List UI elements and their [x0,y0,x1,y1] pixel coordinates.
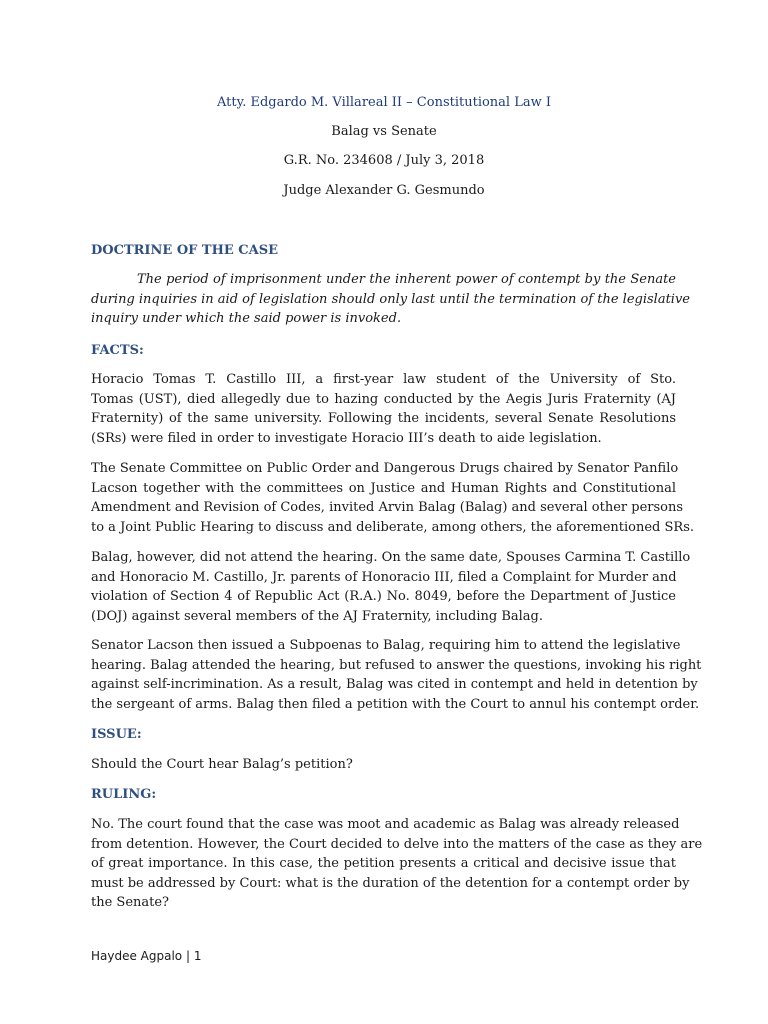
ruling-heading: RULING: [91,787,157,802]
ruling-line: No. The court found that the case was moot and academic as Balag was already released [91,817,680,832]
header-case-name: Balag vs Senate [331,124,437,139]
doctrine-line: inquiry under which the said power is invoked. [91,311,402,327]
page-footer [91,949,202,963]
facts-line: Fraternity) of the same university. Following the incidents, several Senate Resolutions [91,411,676,427]
facts-line: Tomas (UST), died allegedly due to hazing conducted by the Aegis Juris Fraternity (AJ [91,391,676,407]
footer-page-number: 1 [193,949,202,963]
facts-paragraph-1 [91,370,676,448]
header-judge: Judge Alexander G. Gesmundo [283,183,485,198]
facts-line: (DOJ) against several members of the AJ Fraternity, including Balag. [91,608,543,624]
facts-line: to a Joint Public Hearing to discuss and deliberate, among others, the aforementioned SRs. [91,519,695,535]
facts-line: Lacson together with the committees on Justice and Human Rights and Constitutional [91,480,676,496]
facts-line: and Honoracio M. Castillo, Jr. parents of Honoracio III, filed a Complaint for Murder and [91,569,677,585]
doctrine-heading: DOCTRINE OF THE CASE [91,243,279,258]
ruling-paragraph [91,815,703,913]
facts-line: violation of Section 4 of Republic Act (R.A.) No. 8049, before the Department of Justice [91,589,676,605]
doctrine-line: during inquiries in aid of legislation should only last until the termination of the legislative [91,291,691,307]
facts-line: The Senate Committee on Public Order and Dangerous Drugs chaired by Senator Panfilo [91,461,679,476]
ruling-line: of great importance. In this case, the petition presents a critical and decisive issue that [91,856,676,872]
ruling-line: the Senate? [91,895,170,911]
issue-line: Should the Court hear Balag’s petition? [91,757,353,772]
ruling-line: must be addressed by Court: what is the duration of the detention for a contempt order by [91,875,690,891]
facts-line: Senator Lacson then issued a Subpoenas to Balag, requiring him to attend the legislative [91,638,681,653]
facts-line: Amendment and Revision of Codes, invited Arvin Balag (Balag) and several other persons [91,500,684,516]
doctrine-paragraph [91,270,691,329]
facts-line: Balag, however, did not attend the hearing. On the same date, Spouses Carmina T. Castillo [91,550,691,565]
facts-line: hearing. Balag attended the hearing, but refused to answer the questions, invoking his right [91,657,702,673]
footer-author: Haydee Agpalo [91,949,183,963]
ruling-line: from detention. However, the Court decided to delve into the matters of the case as they are [91,836,703,852]
facts-paragraph-4 [91,636,702,714]
facts-paragraph-3 [91,548,691,626]
facts-line: against self-incrimination. As a result, Balag was cited in contempt and held in detention by [91,677,698,693]
issue-heading: ISSUE: [91,727,142,742]
issue-paragraph [91,755,676,775]
doctrine-line: The period of imprisonment under the inherent power of contempt by the Senate [137,272,676,287]
facts-line: (SRs) were filed in order to investigate Horacio III’s death to aide legislation. [91,430,602,446]
facts-line: the sergeant of arms. Balag then filed a petition with the Court to annul his contempt order. [91,696,700,712]
facts-line: Horacio Tomas T. Castillo III, a first-year law student of the University of Sto. [91,372,676,387]
footer-separator: | [185,949,191,963]
header-gr-number: G.R. No. 234608 / July 3, 2018 [283,153,485,168]
header-author-course: Atty. Edgardo M. Villareal II – Constitutional Law I [216,95,551,110]
facts-heading: FACTS: [91,343,144,358]
facts-paragraph-2 [91,459,695,537]
